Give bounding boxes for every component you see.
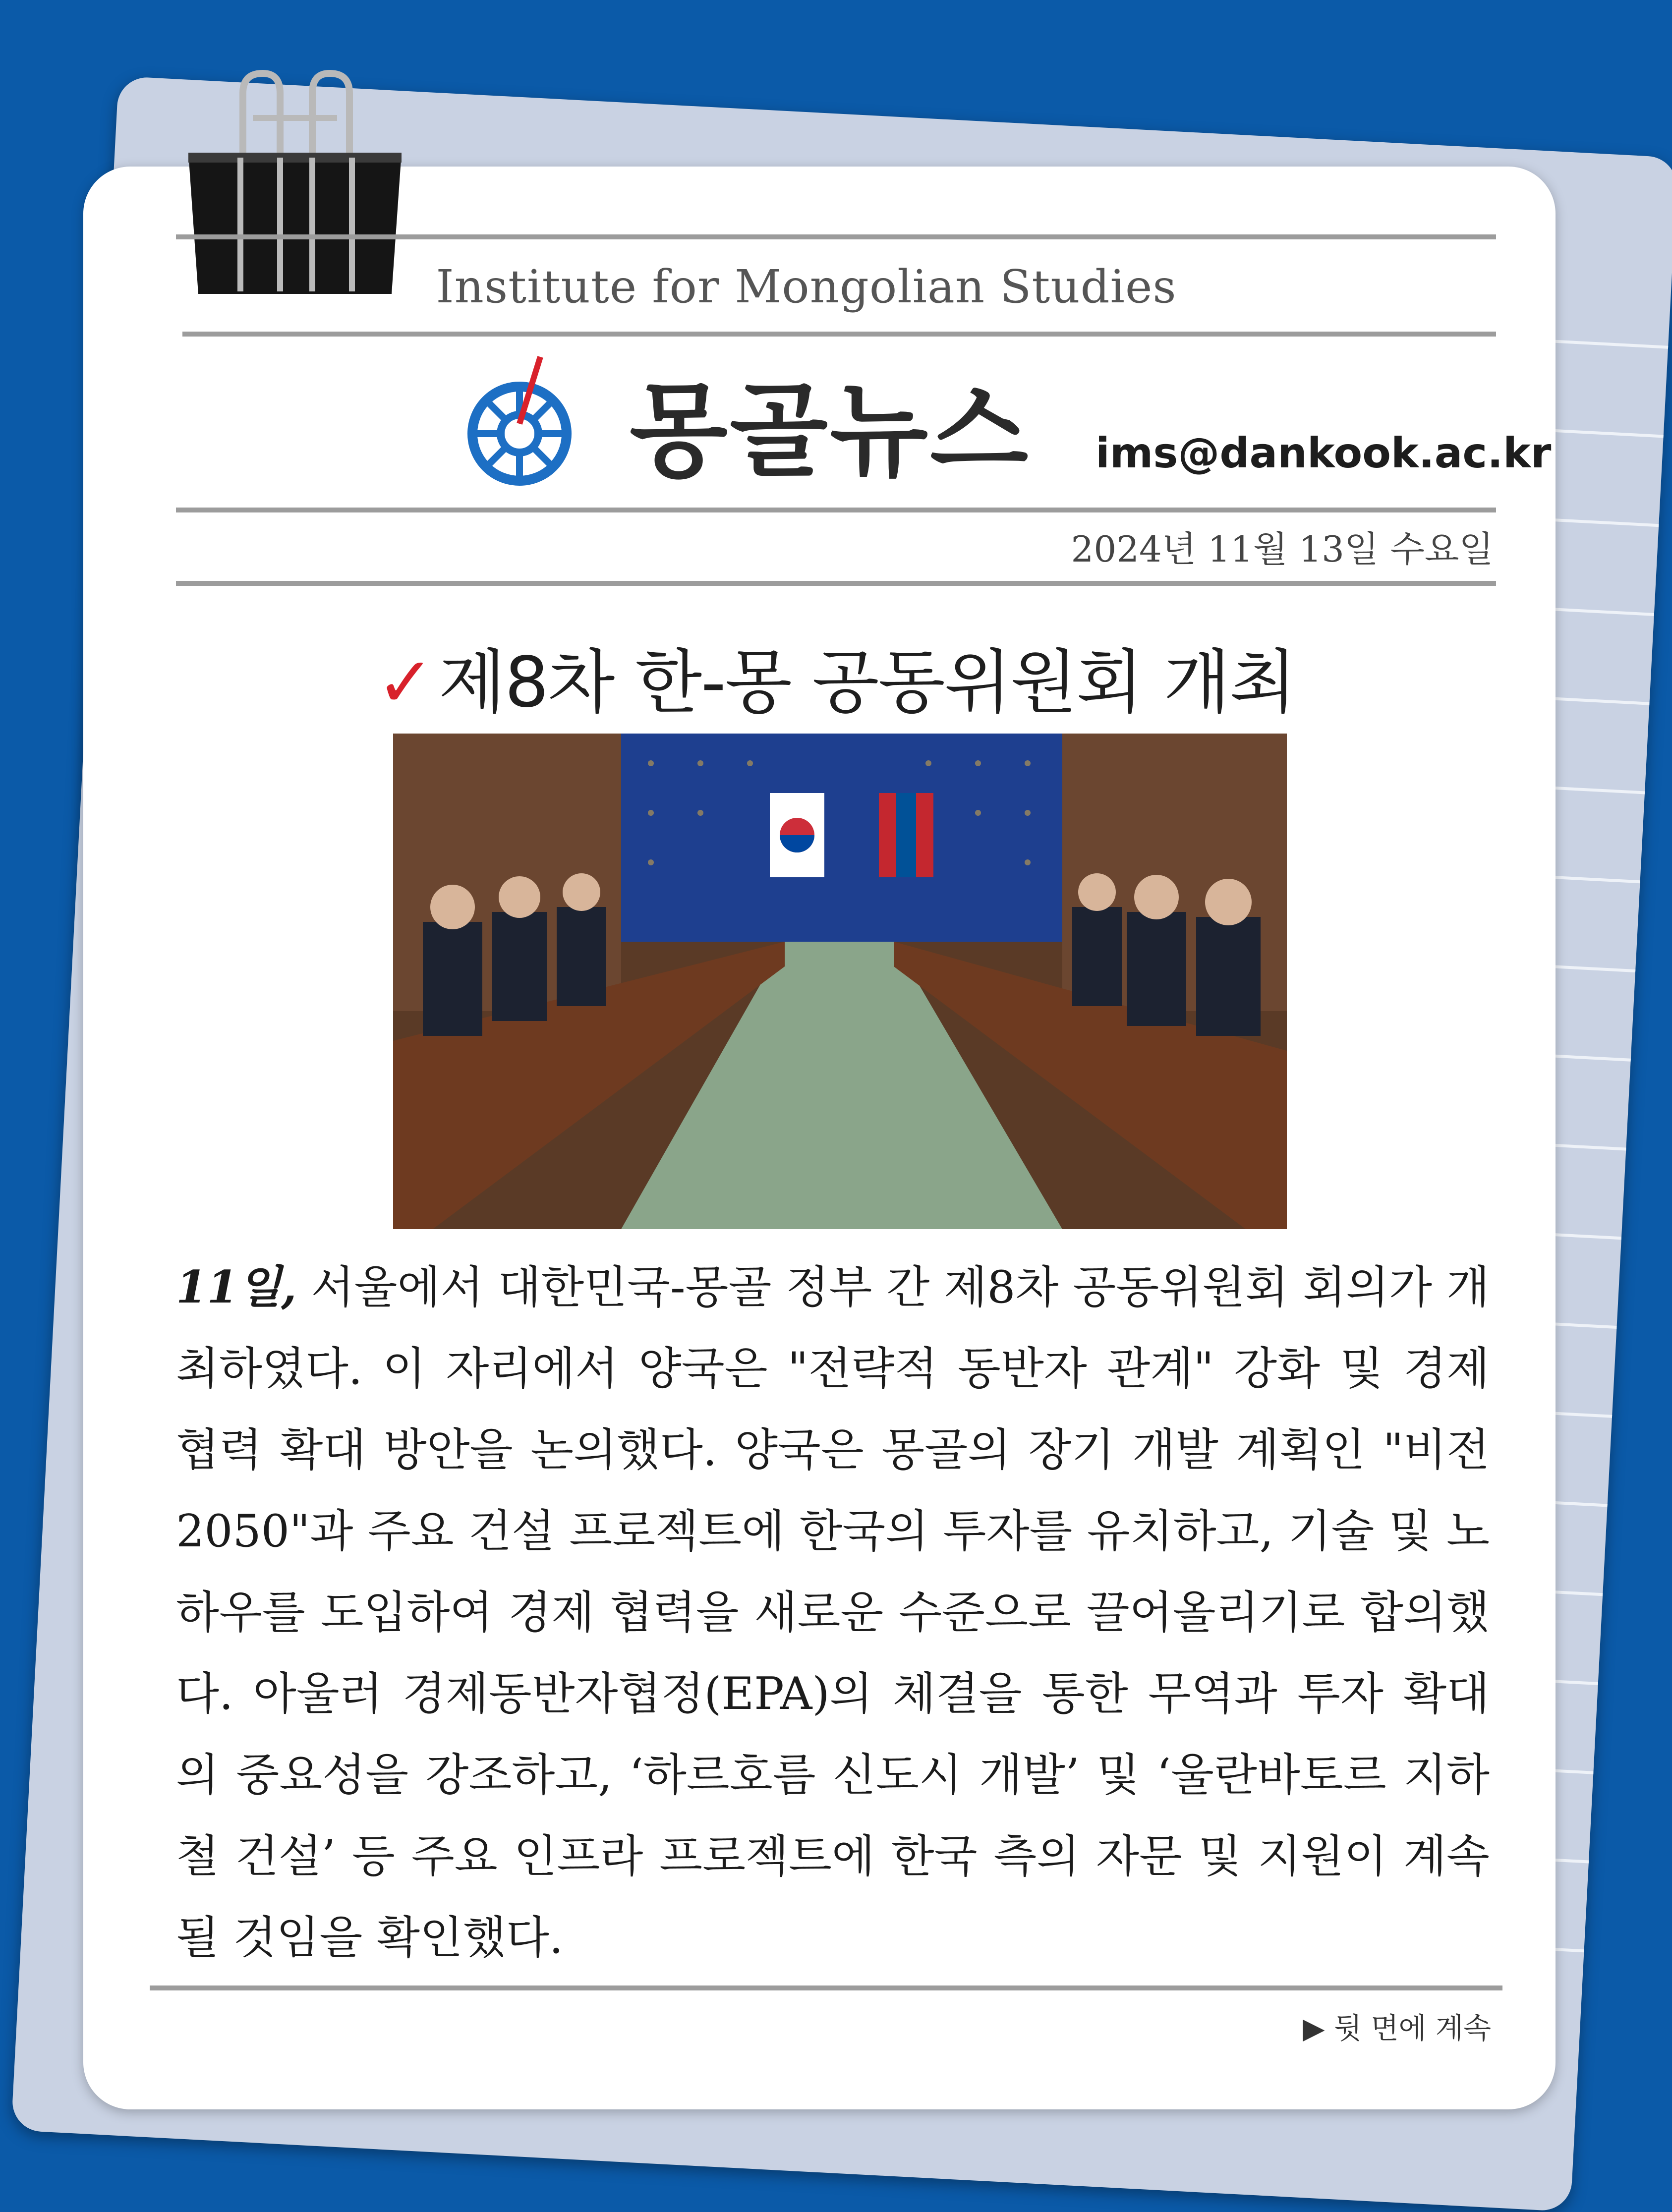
masthead-title: 몽골뉴스 bbox=[630, 373, 1031, 491]
divider bbox=[176, 581, 1496, 586]
issue-date: 2024년 11월 13일 수요일 bbox=[1071, 528, 1494, 570]
divider bbox=[176, 508, 1496, 512]
article-headline bbox=[0, 627, 1672, 727]
divider bbox=[182, 332, 1496, 337]
paper-rule bbox=[1544, 340, 1668, 349]
headline-text: 제8차 한-몽 공동위원회 개최 bbox=[438, 642, 1296, 723]
contact-email[interactable]: ims@dankook.ac.kr bbox=[1095, 429, 1552, 477]
meeting-photo bbox=[393, 734, 1287, 1229]
continued-on-back-label: ▶ 뒷 면에 계속 bbox=[1302, 2011, 1491, 2045]
article-lead: 11일, bbox=[176, 1261, 297, 1313]
red-check-icon: ✓ bbox=[376, 642, 434, 723]
article-text: 서울에서 대한민국-몽골 정부 간 제8차 공동위원회 회의가 개최하였다. 이 자리에서 양국은 "전략적 동반자 관계" 강화 및 경제 협력 확대 방안을 논의했다. 양국은 몽골의 장기 개발 계획인 "비전 2050"과 주요 건설 프로젝트에 한국의 투자를 유치하고, 기술 및 노하우를 도입하여 경제 협력을 새로운 수준으로 끌어올리기로 합의했다. 아울러 경제동반자협정(EPA)의 체결을 통한 무역과 투자 확대의 중요성을 강조하고, ‘하르호름 신도시 개발’ 및 ‘울란바토르 지하철 건설’ 등 주요 인프라 프로젝트에 한국 측의 자문 및 지원이 계속될 것임을 확인했다. bbox=[176, 1261, 1490, 1964]
article-body bbox=[176, 1247, 1490, 1979]
paper-rule bbox=[1540, 428, 1664, 438]
divider bbox=[150, 1985, 1502, 1990]
institute-name: Institute for Mongolian Studies bbox=[436, 260, 1177, 313]
dharma-wheel-logo-icon bbox=[461, 354, 580, 491]
divider bbox=[176, 234, 1496, 239]
